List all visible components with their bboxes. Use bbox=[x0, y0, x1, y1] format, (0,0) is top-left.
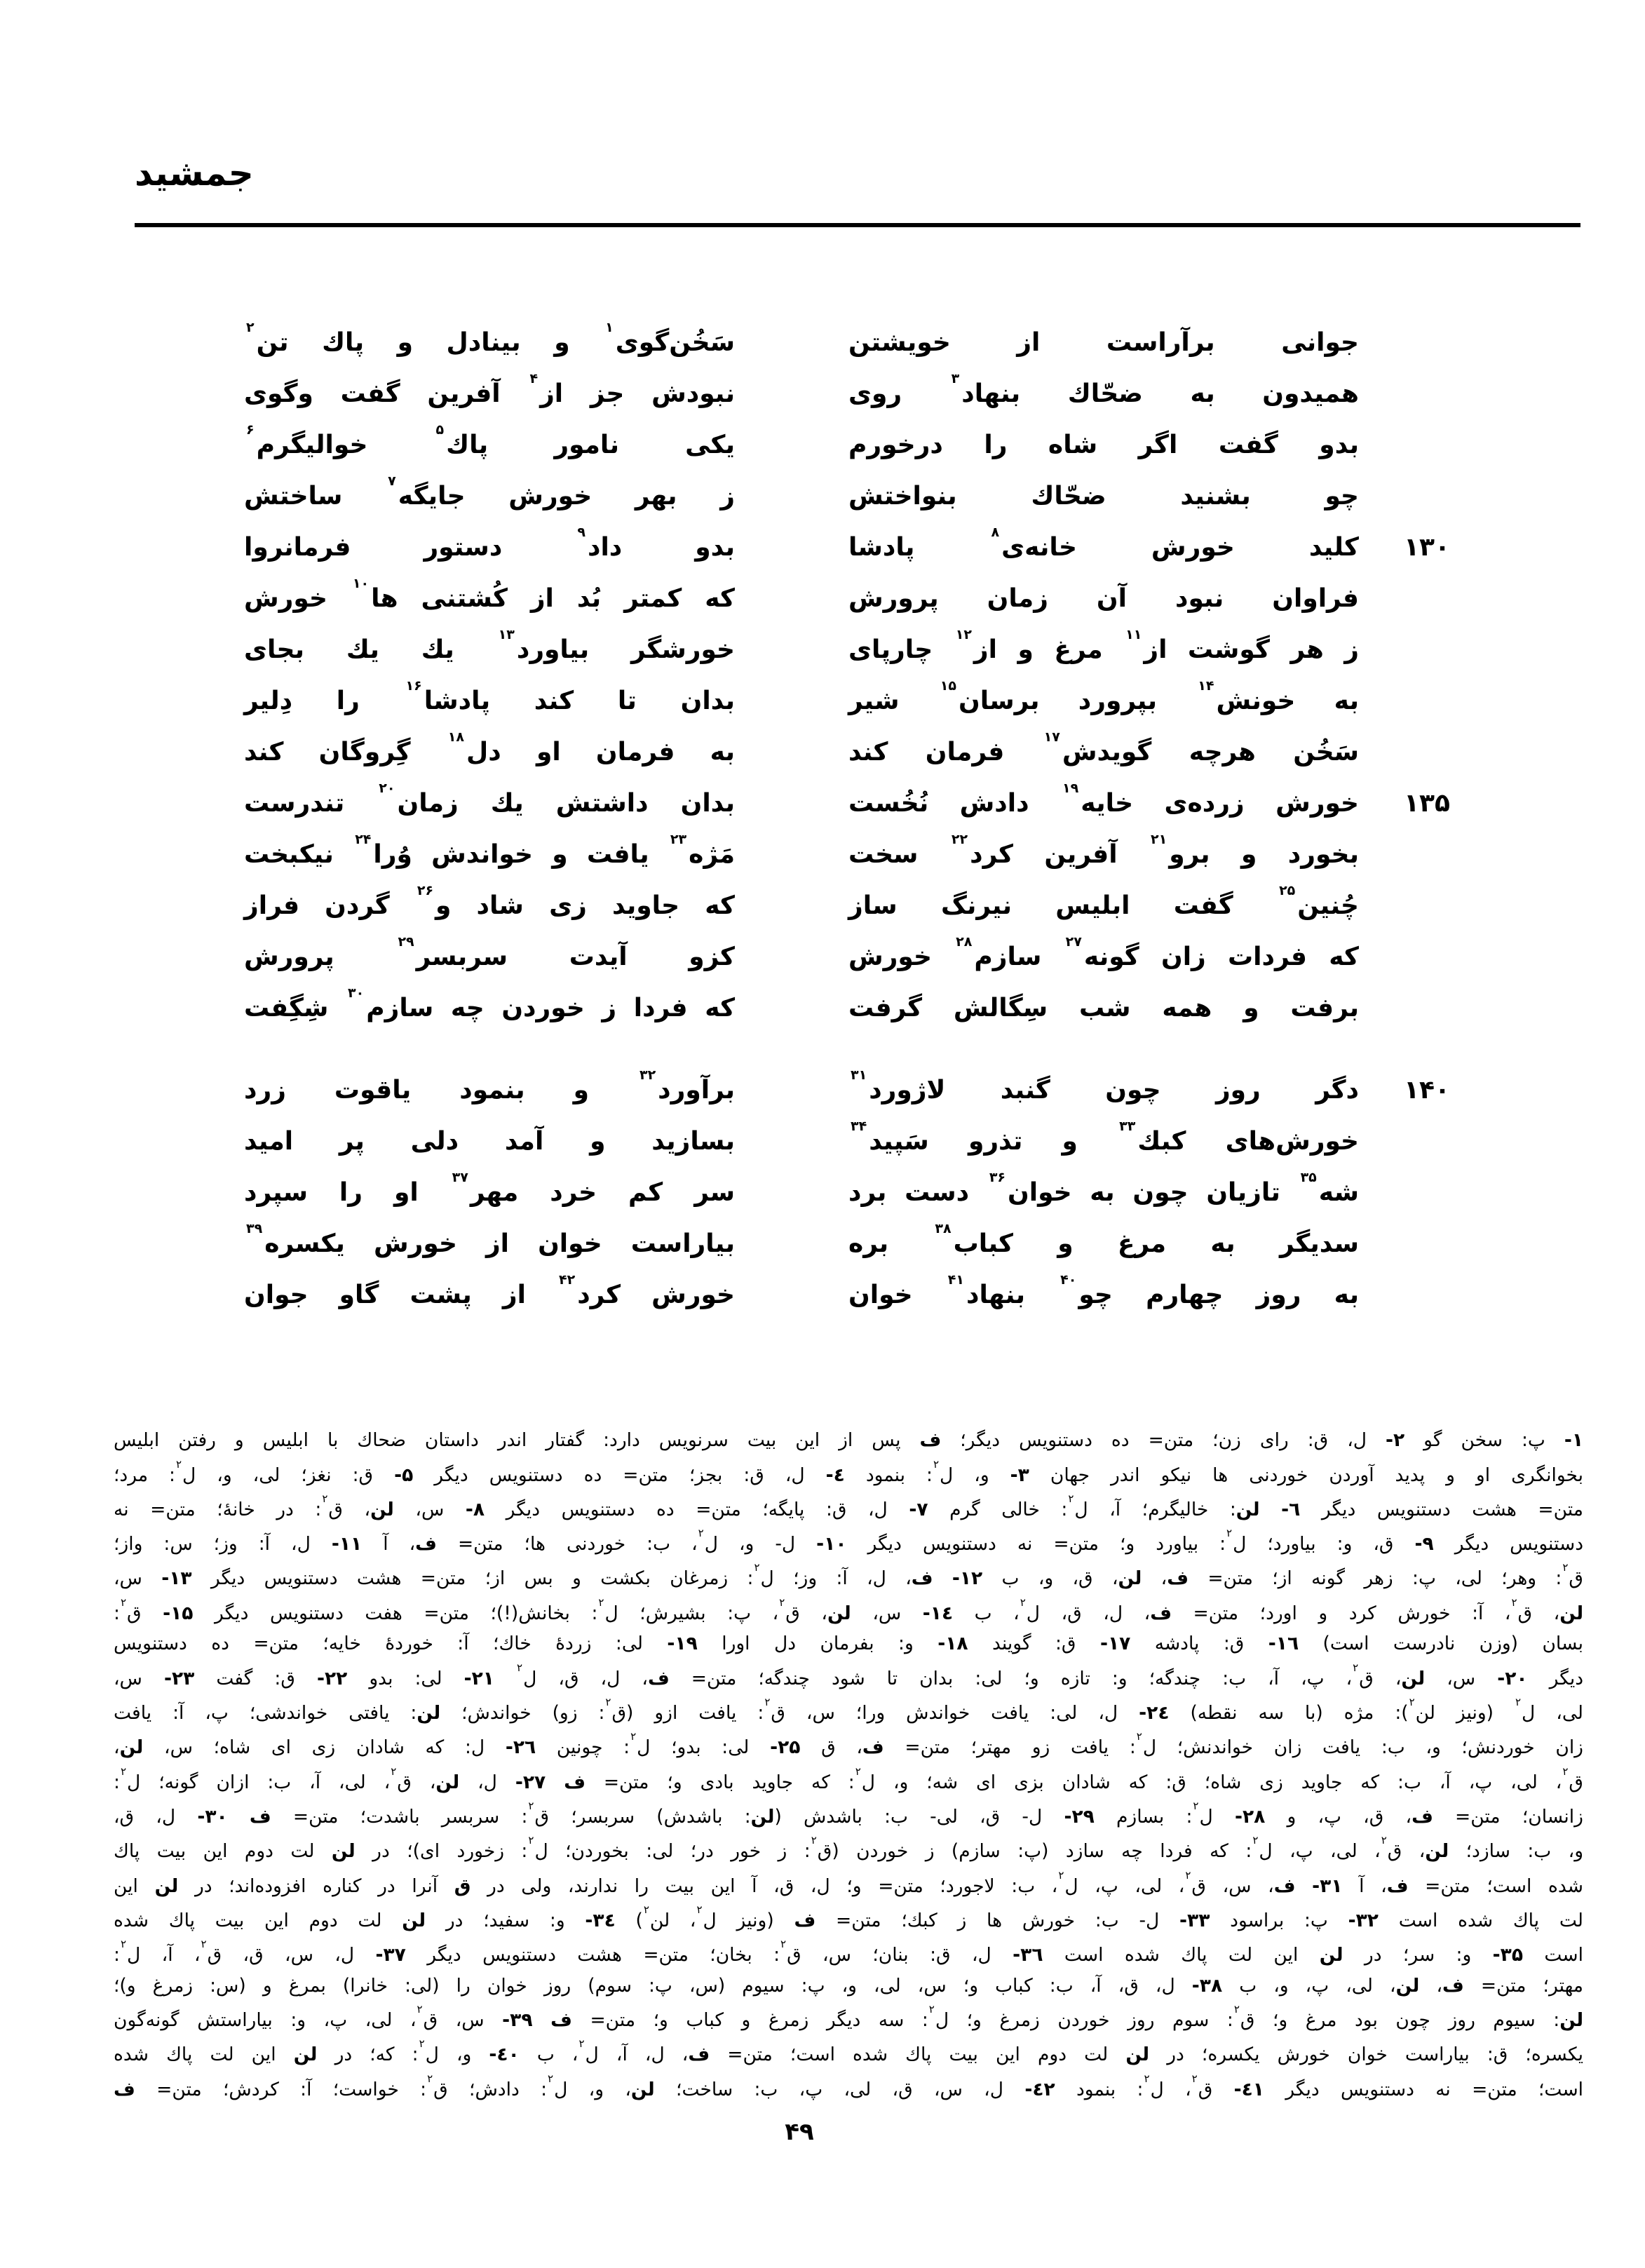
verse-number: ۱۴۰ bbox=[1404, 1076, 1450, 1105]
apparatus-line: مهتر؛ متن= ف، لن، لی، پ، و، ب ۳۸- ل، ق، آ، ب: کباب و؛ س، لی، و، پ: سیوم (س، پ: سوم) روز خوان را (لی: خانرا) بمرغ و (س: زمرغ و)؛ bbox=[114, 1974, 1583, 1997]
hemistich-left: سر کم خرد مهر$^{۳۷}$ او را سپرد bbox=[244, 1170, 735, 1207]
hemistich-right: چو بشنید ضحّاك بنواختش bbox=[848, 482, 1359, 511]
apparatus-line: ۱- پ: سخن گو ۲- ل، ق: رای زن؛ متن= ده دستنویس دیگر؛ ف پس از این بیت سرنویس دارد: گفتار اندر داستان ضحاك با ابلیس و رفتن ابلیس bbox=[114, 1429, 1583, 1451]
verse-row bbox=[245, 931, 1454, 983]
page-number: ۴۹ bbox=[785, 2118, 814, 2146]
verse-row bbox=[245, 829, 1454, 880]
verse-row bbox=[245, 419, 1454, 471]
verse-row bbox=[245, 1116, 1454, 1167]
hemistich-left: برآورد$^{۳۲}$ و بنمود یاقوت زرد bbox=[244, 1067, 735, 1105]
apparatus-line: شده است؛ متن= ف، آ ۳۱- ف، س، ق$^۲$، لی، پ، ل$^۲$، ب: لاجورد؛ متن= و؛ ل، ق، آ این بیت را ندارند، ولی در ق آنرا در کناره افزوده‌اند؛ در لن این bbox=[114, 1868, 1583, 1897]
hemistich-right: به روز چهارم چو$^{۴۰}$ بنهاد$^{۴۱}$ خوان bbox=[848, 1272, 1359, 1309]
hemistich-left: بدان تا کند پادشا$^{۱۶}$ را دِلیر bbox=[244, 678, 735, 715]
hemistich-right: که فردات زان گونه$^{۲۷}$ سازم$^{۲۸}$ خورش bbox=[848, 934, 1359, 971]
verse-number: ۱۳۵ bbox=[1404, 789, 1450, 818]
verse-row bbox=[245, 675, 1454, 727]
apparatus-line: بسان (وزن نادرست است) ۱٦- ق: پادشه ۱۷- ق: گویند ۱۸- و: بفرمان دل اورا ۱۹- لی: زردهٔ خاك؛ آ: خوردهٔ خایه؛ متن= ده دستنویس bbox=[114, 1633, 1584, 1655]
verse-row bbox=[245, 471, 1454, 522]
hemistich-left: مَژه$^{۲۳}$ یافت و خواندش وُرا$^{۲۴}$ نیکبخت bbox=[244, 832, 736, 869]
apparatus-line: لن: سیوم روز چون بود مرغ و؛ ق$^۲$: سوم روز خوردن زمرغ و؛ ل$^۲$: سه دیگر زمرغ و کباب و؛ متن= ف ۳۹- س، ق$^۲$، لی، پ، و: بیاراستش گونه‌گون bbox=[114, 2003, 1584, 2031]
apparatus-line: یکسره؛ ق: بیاراست خوان خورش یکسره؛ در لن لت دوم این بیت پاك شده است؛ متن= ف، ل، آ، ل$^۲$، ب ٤۰- و، ل$^۲$: که؛ در لن این لت پاك شده bbox=[114, 2037, 1583, 2066]
hemistich-right: ز هر گوشت از$^{۱۱}$ مرغ و از$^{۱۲}$ چارپای bbox=[848, 627, 1359, 664]
hemistich-right: برفت و همه شب سِگالش گرفت bbox=[848, 994, 1359, 1022]
verse-row bbox=[245, 317, 1454, 368]
verse-row bbox=[245, 880, 1454, 931]
apparatus-line: ق$^۲$، لی، پ، آ، ب: که جاوید زی شاه؛ ق: که شادان بزی ای شه؛ و، ل$^۲$: که جاوید بادی و؛ متن= ف ۲۷- ل، لن، ق$^۲$، لی، آ، ب: ازان گونه؛ ل$^۲$: bbox=[114, 1764, 1583, 1793]
header-rule bbox=[135, 223, 1580, 227]
hemistich-right: سدیگر به مرغ و کباب$^{۳۸}$ بره bbox=[848, 1221, 1359, 1258]
verse-row bbox=[245, 1065, 1454, 1116]
hemistich-left: سَخُن‌گوی$^۱$ و بینادل و پاك تن$^۲$ bbox=[246, 320, 735, 357]
apparatus-line: زان خوردنش؛ و، ب: یافت زان خواندنش؛ ل$^۲$: یافت زو مهتر؛ متن= ف، ق ۲۵- لی: بدو؛ ل$^۲$: چونین ۲٦- ل: که شادان زی ای شاه؛ س، لن، bbox=[114, 1730, 1583, 1759]
hemistich-left: بدان داشتش یك زمان$^{۲۰}$ تندرست bbox=[244, 781, 735, 818]
hemistich-right: بخورد و برو$^{۲۱}$ آفرین کرد$^{۲۲}$ سخت bbox=[848, 832, 1359, 869]
apparatus-line: بخوانگری او و پدید آوردن خوردنی ها نیکو اندر جهان ۳- و، ل$^۲$: بنمود ٤- ل، ق: بجز؛ متن= ده دستنویس دیگر ۵- ق: نغز؛ لی، و، ل$^۲$: مرد؛ bbox=[114, 1457, 1584, 1486]
hemistich-right: بدو گفت اگر شاه را درخورم bbox=[848, 431, 1359, 459]
hemistich-right: خورش زرده‌ی خایه$^{۱۹}$ دادش نُخُست bbox=[848, 781, 1359, 818]
critical-apparatus bbox=[114, 1425, 1583, 2105]
hemistich-right: همیدون به ضحّاك بنهاد$^۳$ روی bbox=[848, 371, 1359, 408]
verse-row bbox=[245, 573, 1454, 624]
hemistich-left: خورشگر بیاورد$^{۱۳}$ یك یك بجای bbox=[244, 627, 736, 664]
poem-block bbox=[245, 317, 1454, 1321]
apparatus-line: است ۳۵- و: سر؛ در لن این لت پاك شده است ۳٦- ل، ق: بنان؛ س، ق$^۲$: بخان؛ متن= هشت دستنویس دیگر ۳۷- ل، س، ق، ق$^۲$، آ، ل$^۲$: bbox=[114, 1938, 1583, 1966]
hemistich-left: که جاوید زی شاد و$^{۲۶}$ گردن فراز bbox=[244, 883, 735, 920]
verse-row bbox=[245, 1218, 1454, 1269]
hemistich-right: به خونش$^{۱۴}$ بپرورد برسان$^{۱۵}$ شیر bbox=[848, 678, 1359, 715]
verse-row bbox=[245, 1269, 1454, 1321]
hemistich-left: یکی نامور پاك$^۵$ خوالیگرم$^۶$ bbox=[246, 422, 735, 459]
apparatus-line: و، ب: سازد؛ لن، ق$^۲$، لی، پ، ل$^۲$: که فردا چه سازد (پ: سازم) ز خوردن (ق$^۲$: ز خور در؛ لی: بخوردن؛ ل$^۲$: زخورد ای)؛ در لن لت دوم این بیت پاك bbox=[114, 1834, 1584, 1863]
hemistich-left: کزو آیدت سربسر$^{۲۹}$ پرورش bbox=[244, 934, 735, 971]
hemistich-right: جوانی برآراست از خویشتن bbox=[848, 328, 1359, 357]
verse-row bbox=[245, 368, 1454, 419]
apparatus-line: ق$^۲$: وهر؛ لی، پ: زهر گونه از؛ متن= ف، لن، ق، و، ب ۱۲- ف، ل، آ: وز؛ ل$^۲$: زمرغان بکشت و بس از؛ متن= هشت دستنویس دیگر ۱۳- س، bbox=[114, 1561, 1583, 1590]
verse-row bbox=[245, 624, 1454, 675]
hemistich-right: چُنین$^{۲۵}$ گفت ابلیس نیرنگ ساز bbox=[848, 883, 1359, 920]
hemistich-left: به فرمان او دل$^{۱۸}$ گِروگان کند bbox=[244, 729, 735, 767]
hemistich-left: ز بهر خورش جایگه$^۷$ ساختش bbox=[244, 473, 735, 511]
hemistich-left: نبودش جز از$^۴$ آفرین گفت وگوی bbox=[244, 371, 735, 408]
verse-row bbox=[245, 983, 1454, 1034]
apparatus-line: دستنویس دیگر ۹- ق، و: بیاورد؛ ل$^۲$: بیاورد و؛ متن= نه دستنویس دیگر ۱۰- ل- و، ل$^۲$، ب: خوردنی ها؛ متن= ف، آ ۱۱- ل، آ: وز؛ س: واز؛ bbox=[114, 1527, 1584, 1555]
page-header-title: جمشید bbox=[135, 153, 254, 194]
verse-row bbox=[245, 522, 1454, 573]
hemistich-right: کلید خورش خانه‌ی$^۸$ پادشا bbox=[848, 525, 1359, 562]
hemistich-left: که کمتر بُد از کُشتنی ها$^{۱۰}$ خورش bbox=[244, 576, 735, 613]
hemistich-left: بیاراست خوان از خورش یکسره$^{۳۹}$ bbox=[246, 1221, 735, 1258]
verse-row bbox=[245, 1167, 1454, 1218]
apparatus-line: است؛ متن= نه دستنویس دیگر ٤۱- ق$^۲$، ل$^۲$: بنمود ٤۲- ل، س، ق، لی، پ، ب: ساخت؛ لن، و، ل$^۲$: دادش؛ ق$^۲$: خواست؛ آ: کردش؛ متن= ف bbox=[114, 2072, 1584, 2100]
apparatus-line: متن= هشت دستنویس دیگر ٦- لن: خالیگرم؛ آ، ل$^۲$: خالی گرم ۷- ل، ق: پایگه؛ متن= ده دستنویس دیگر ۸- س، لن، ق$^۲$: در خانهٔ؛ متن= نه bbox=[114, 1492, 1583, 1520]
hemistich-left: که فردا ز خوردن چه سازم$^{۳۰}$ شِگِفت bbox=[244, 985, 736, 1022]
verse-row bbox=[245, 727, 1454, 778]
hemistich-right: سَخُن هرچه گویدش$^{۱۷}$ فرمان کند bbox=[848, 729, 1359, 767]
apparatus-line: زانسان؛ متن= ف، ق، پ، و ۲۸- ل$^۲$: بسازم ۲۹- ل- ق، لی- ب: باشدش (لن: باشدش) سربسر؛ ق$^۲$: سربسر باشدت؛ متن= ف ۳۰- ل، ق، bbox=[114, 1799, 1583, 1828]
apparatus-line: لی، ل$^۲$ (ونیز لن$^۲$): مژه (با سه نقطه) ۲٤- ل، لی: یافت خواندش ورا؛ س، ق$^۲$: یافت ازو (ق$^۲$: زو) خواندش؛ لن: یافتی خواندشی؛ پ، آ: یافت bbox=[114, 1695, 1583, 1724]
apparatus-line: لن، ق$^۲$، آ: خورش کرد و اورد؛ متن= ف، ل، ق، ل$^۲$، ب ۱٤- س، لن، ق$^۲$، پ: بشیرش؛ ل$^۲$: بخانش(!)؛ متن= هفت دستنویس دیگر ۱۵- ق$^۲$: bbox=[114, 1595, 1584, 1624]
hemistich-right: شه$^{۳۵}$ تازیان چون به خوان$^{۳۶}$ دست برد bbox=[848, 1170, 1359, 1207]
verse-number: ۱۳۰ bbox=[1404, 533, 1450, 562]
hemistich-left: خورش کرد$^{۴۲}$ از پشت گاو جوان bbox=[244, 1272, 735, 1309]
hemistich-left: بدو داد$^۹$ دستور فرمانروا bbox=[244, 525, 735, 562]
verse-row bbox=[245, 778, 1454, 829]
apparatus-line: دیگر ۲۰- س، لن، ق$^۲$، پ، آ، ب: چندگه؛ و: تازه و؛ لی: بدان تا شود چندگه؛ متن= ف، ل، ق، ل$^۲$ ۲۱- لی: بدو ۲۲- ق: گفت ۲۳- س، bbox=[114, 1661, 1584, 1689]
hemistich-right: دگر روز چون گنبد لاژورد$^{۳۱}$ bbox=[851, 1067, 1359, 1105]
hemistich-right: خورش‌های کبك$^{۳۳}$ و تذرو سَپید$^{۳۴}$ bbox=[851, 1119, 1360, 1156]
hemistich-left: بسازید و آمد دلی پر امید bbox=[244, 1127, 735, 1156]
apparatus-line: لت پاك شده است ۳۲- پ: براسود ۳۳- ل- ب: خورش ها ز کبك؛ متن= ف (ونیز ل$^۲$، لن$^۲$) ۳٤- و: سفید؛ در لن لت دوم این بیت پاك شده bbox=[114, 1903, 1583, 1931]
hemistich-right: فراوان نبود آن زمان پرورش bbox=[848, 584, 1359, 613]
